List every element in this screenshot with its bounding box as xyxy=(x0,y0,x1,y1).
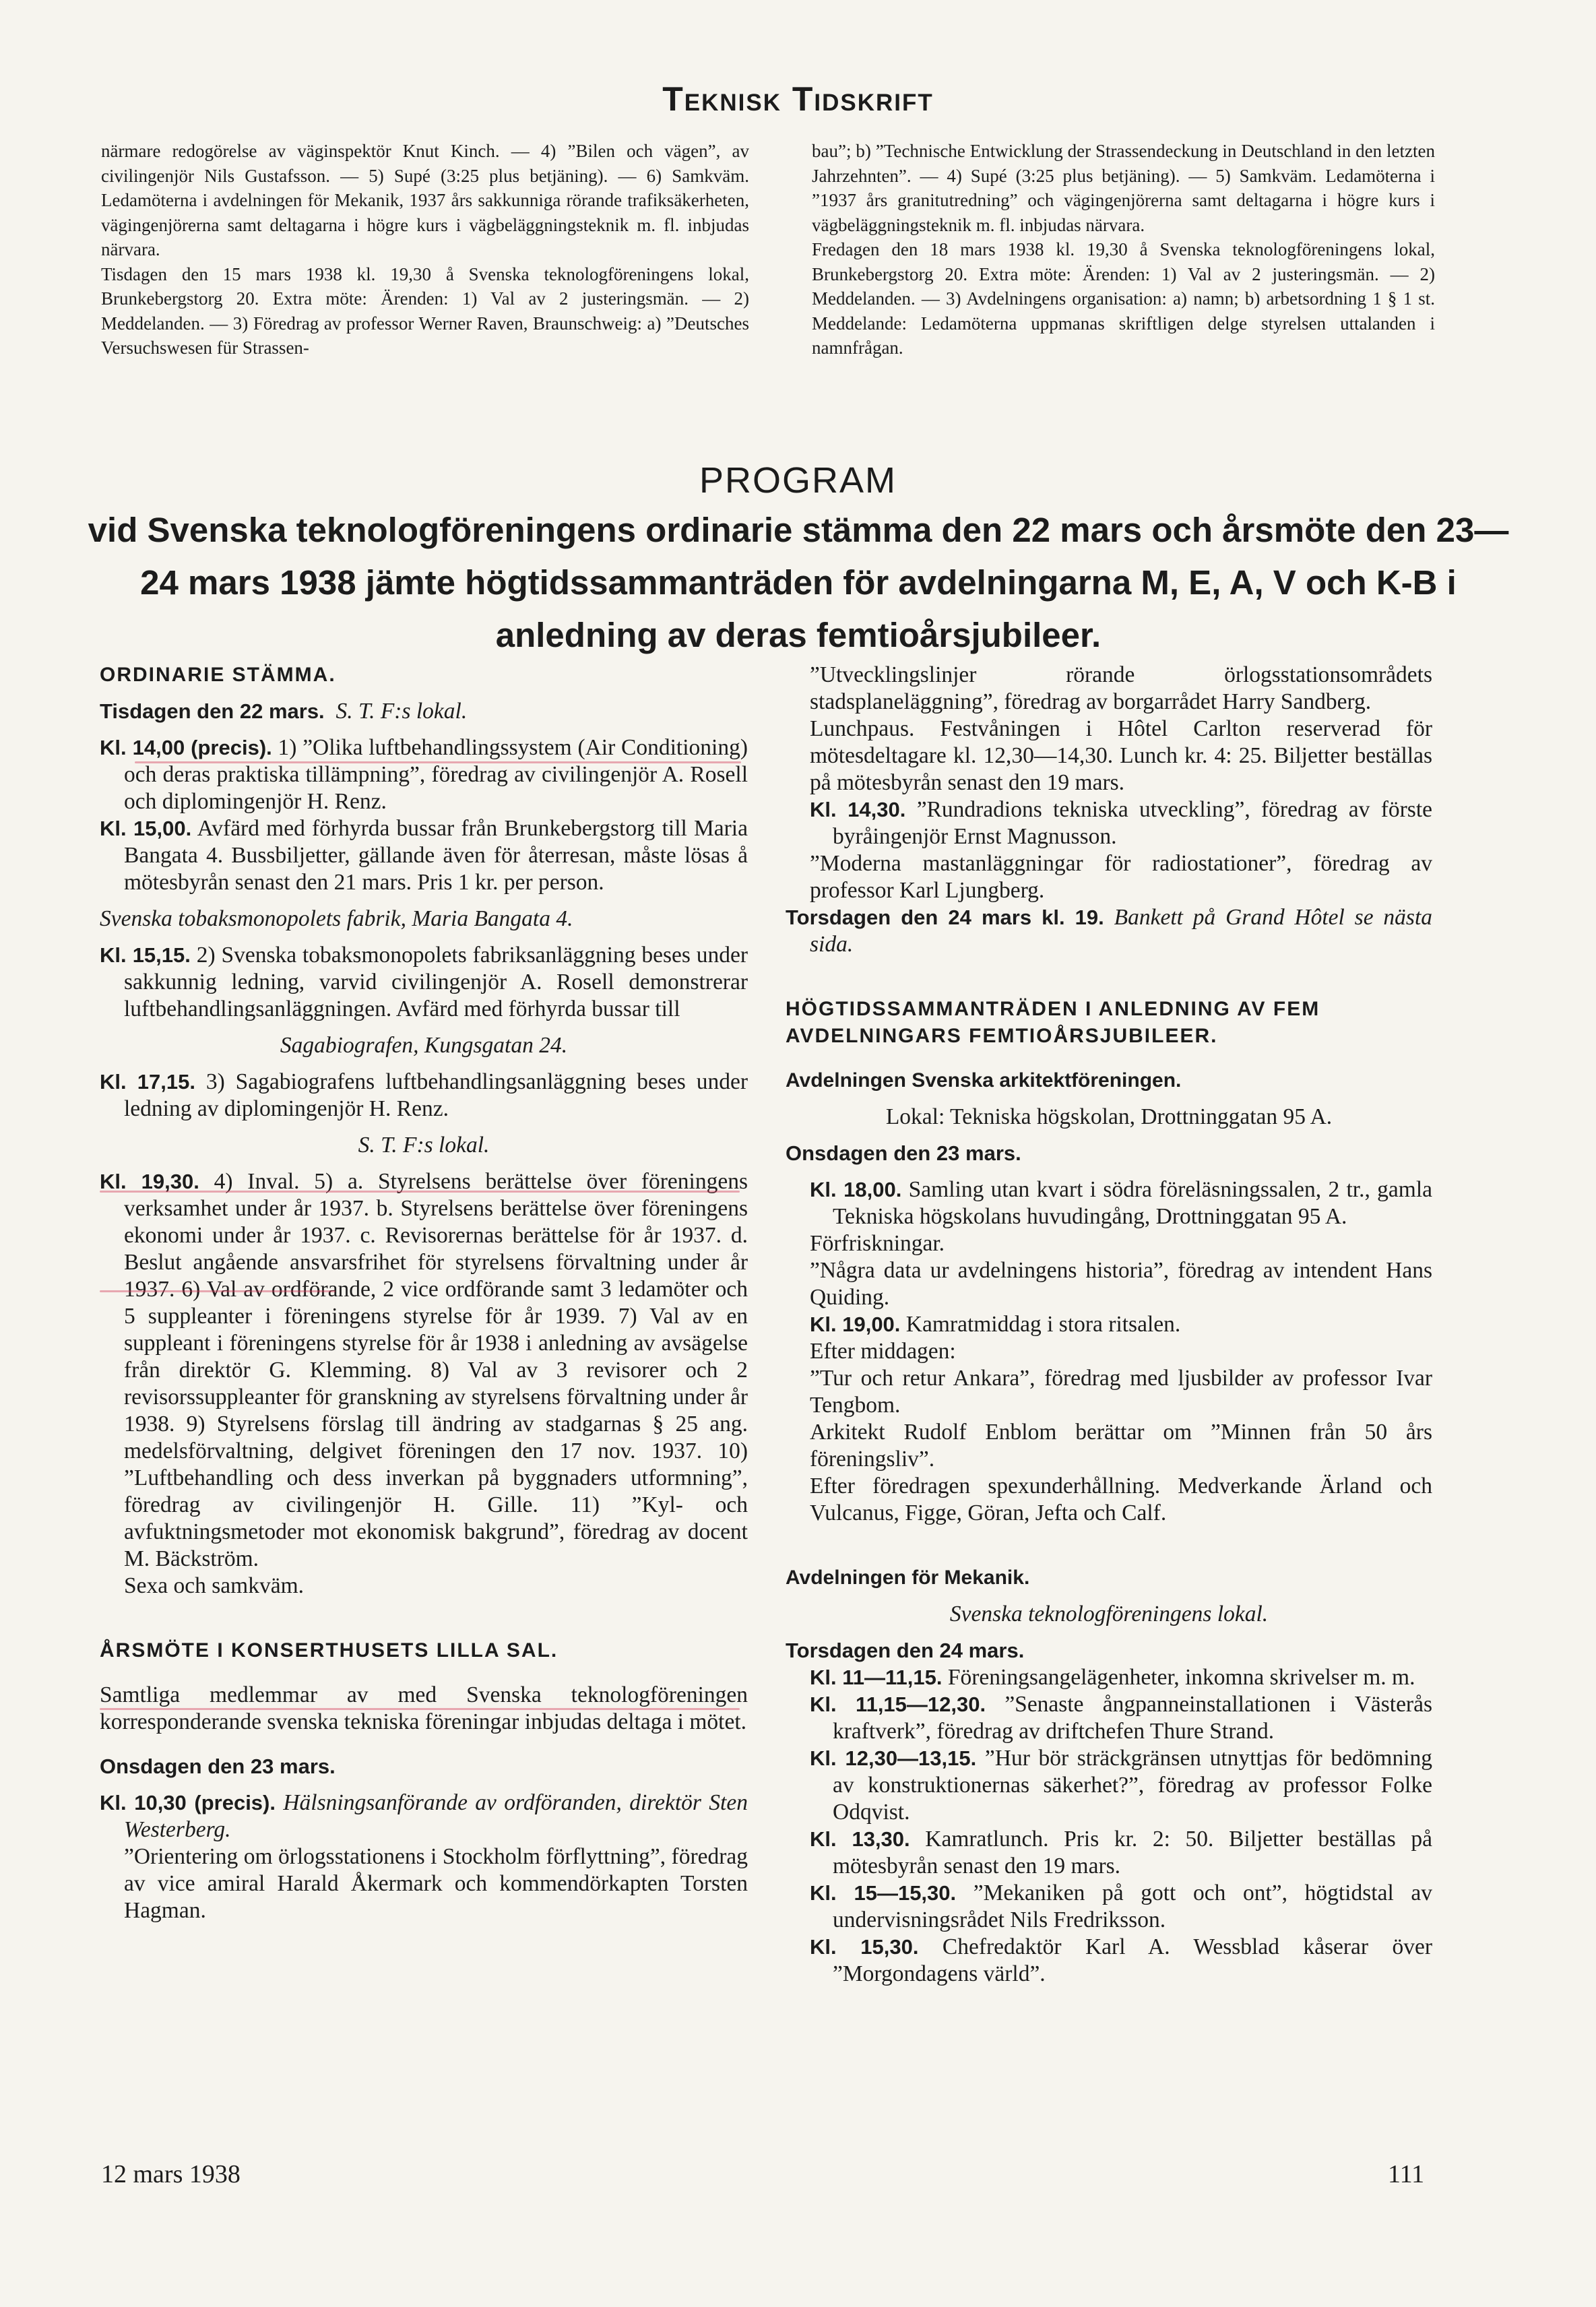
top-left-paragraph: närmare redogörelse av väginspektör Knut Kinch. — 4) ”Bilen och vägen”, av civilingenjör Nils Gustafsson. — 5) Supé (3:25 plus betjäning). — 6) Samkväm. Ledamöterna i avdelningen för Mekanik, 1937 års sakkunniga rörande trafiksäkerheten, vägingenjörerna samt deltagarna i högre kurs i vägbeläggningsteknik m. fl. inbjudas närvara. xyxy=(101,141,749,259)
agenda-text: Efter föredragen spexunderhållning. Medverkande Ärland och Vulcanus, Figge, Göran, Jefta och Calf. xyxy=(810,1474,1432,1525)
left-column xyxy=(100,662,748,1924)
agenda-item xyxy=(786,1691,1432,1745)
masthead: Teknisk Tidskrift xyxy=(662,80,934,118)
agenda-item xyxy=(786,796,1432,850)
section-heading: Avdelningen Svenska arkitektföreningen. xyxy=(786,1069,1182,1092)
agenda-item xyxy=(100,942,748,1023)
right-column xyxy=(786,662,1432,1988)
time-label: Kl. 14,30. xyxy=(810,798,906,821)
time-label: Kl. 17,15. xyxy=(100,1070,195,1094)
time-label: Kl. 15,15. xyxy=(100,943,191,967)
agenda-text: Kamratlunch. Pris kr. 2: 50. Biljetter beställas på mötesbyrån senast den 19 mars. xyxy=(833,1827,1433,1878)
top-right-paragraph: Fredagen den 18 mars 1938 kl. 19,30 å Svenska teknologföreningens lokal, Brunkebergstorg 20. Extra möte: Ärenden: 1) Val av 2 justeringsmän. — 2) Meddelanden. — 3) Avdelningens organisation: a) namn; b) arbetsordning 1 § 1 st. Meddelande: Ledamöterna uppmanas skriftligen delge styrelsen uttalanden i namnfrågan. xyxy=(812,239,1435,358)
time-label: Kl. 15,00. xyxy=(100,817,192,840)
agenda-text: ”Tur och retur Ankara”, föredrag med ljusbilder av professor Ivar Tengbom. xyxy=(810,1366,1432,1418)
top-left-column xyxy=(101,139,749,360)
agenda-text: ”Mekaniken på gott och ont”, högtidstal av undervisningsrådet Nils Fredriksson. xyxy=(833,1881,1432,1932)
date-label: Torsdagen den 24 mars. xyxy=(786,1639,1025,1662)
agenda-text: Samling utan kvart i södra föreläsningssalen, 2 tr., gamla Tekniska högskolans huvudingång, Drottninggatan 95 A. xyxy=(833,1177,1433,1229)
footer-date: 12 mars 1938 xyxy=(101,2160,241,2188)
hogtid-heading: AVDELNINGARS FEMTIOÅRSJUBILEER. xyxy=(786,1025,1218,1047)
agenda-text: Chefredaktör Karl A. Wessblad kåserar över ”Morgondagens värld”. xyxy=(833,1934,1433,1986)
time-label: Kl. 11,15—12,30. xyxy=(810,1693,986,1716)
agenda-text: Lunchpaus. Festvåningen i Hôtel Carlton reserverad för mötesdeltagare kl. 12,30—14,30. Lunch kr. 4: 25. Biljetter beställas på mötesbyrån senast den 19 mars. xyxy=(810,716,1432,795)
time-label: Kl. 19,00. xyxy=(810,1313,901,1336)
agenda-item xyxy=(100,1168,748,1573)
pencil-mark xyxy=(100,1191,740,1193)
date-label: Onsdagen den 23 mars. xyxy=(786,1141,1021,1165)
agenda-item xyxy=(786,1826,1432,1880)
time-label: Kl. 19,30. xyxy=(100,1170,199,1193)
pencil-mark xyxy=(135,761,741,763)
agenda-text: Bankett på Grand Hôtel se nästa sida. xyxy=(810,905,1433,957)
top-left-paragraph: Tisdagen den 15 mars 1938 kl. 19,30 å Svenska teknologföreningens lokal, Brunkebergstorg 20. Extra möte: Ärenden: 1) Val av 2 justeringsmän. — 2) Meddelanden. — 3) Föredrag av professor Werner Raven, Braunschweig: a) ”Deutsches Versuchswesen für Strassen- xyxy=(101,263,749,358)
session-date xyxy=(100,698,748,725)
agenda-text: Efter middagen: xyxy=(810,1339,956,1364)
agenda-item xyxy=(100,1069,748,1123)
ordinarie-stamma-heading: ORDINARIE STÄMMA. xyxy=(100,664,336,686)
agenda-item xyxy=(786,1880,1432,1934)
venue-line: Sagabiografen, Kungsgatan 24. xyxy=(280,1033,568,1058)
agenda-text: 2) Svenska tobaksmonopolets fabriksanläggning beses under sakkunnig ledning, varvid civilingenjör A. Rosell demonstrerar luftbehandlingsanläggningen. Avfärd med förhyrda bussar till xyxy=(124,943,748,1021)
agenda-item xyxy=(100,815,748,896)
date-label: Onsdagen den 23 mars. xyxy=(100,1755,336,1778)
program-subtitle: vid Svenska teknologföreningens ordinarie stämma den 22 mars och årsmöte den 23—24 mars 1938 jämte högtidssammanträden för avdelningarna M, E, A, V och K-B i anledning av deras femtioårsjubileer. xyxy=(88,511,1509,654)
agenda-item xyxy=(786,1311,1432,1338)
top-right-paragraph: bau”; b) ”Technische Entwicklung der Strassendeckung in Deutschland in den letzten Jahrzehnten”. — 4) Supé (3:25 plus betjäning). — 5) Samkväm. Ledamöterna i ”1937 års granitutredning” och vägingenjörerna samt deltagarna i högre kurs i vägbeläggningsteknik m. fl. inbjudas närvara. xyxy=(812,141,1435,235)
time-label: Kl. 15,30. xyxy=(810,1935,919,1959)
hogtid-heading: HÖGTIDSSAMMANTRÄDEN I ANLEDNING AV FEM xyxy=(786,998,1320,1020)
venue-line: S. T. F:s lokal. xyxy=(358,1133,490,1158)
top-right-column xyxy=(812,139,1435,360)
arsmote-heading: ÅRSMÖTE I KONSERTHUSETS LILLA SAL. xyxy=(100,1639,558,1662)
agenda-text: ”Moderna mastanläggningar för radiostationer”, föredrag av professor Karl Ljungberg. xyxy=(810,851,1432,903)
agenda-text: ”Rundradions tekniska utveckling”, föredrag av förste byråingenjör Ernst Magnusson. xyxy=(833,797,1432,849)
agenda-text: 3) Sagabiografens luftbehandlingsanläggning beses under ledning av diplomingenjör H. Renz. xyxy=(124,1069,748,1121)
venue-line: Svenska tobaksmonopolets fabrik, Maria Bangata 4. xyxy=(100,906,573,931)
date-label: Torsdagen den 24 mars kl. 19. xyxy=(786,906,1104,929)
venue-label: S. T. F:s lokal. xyxy=(336,699,468,724)
agenda-text: Föreningsangelägenheter, inkomna skrivelser m. m. xyxy=(947,1665,1415,1690)
date-label: Tisdagen den 22 mars. xyxy=(100,699,325,723)
agenda-text: Avfärd med förhyrda bussar från Brunkebergstorg till Maria Bangata 4. Bussbiljetter, gällande även för återresan, måste lösas å mötesbyrån senast den 21 mars. Pris 1 kr. per person. xyxy=(124,816,748,895)
pencil-mark xyxy=(100,1708,740,1710)
time-label: Kl. 18,00. xyxy=(810,1178,902,1201)
time-label: Kl. 13,30. xyxy=(810,1827,910,1851)
agenda-text: Arkitekt Rudolf Enblom berättar om ”Minnen från 50 års föreningsliv”. xyxy=(810,1420,1432,1472)
agenda-item xyxy=(100,1790,748,1843)
pencil-mark xyxy=(100,1290,336,1292)
time-label: Kl. 10,30 (precis). xyxy=(100,1791,276,1814)
time-label: Kl. 15—15,30. xyxy=(810,1881,957,1905)
agenda-text: ”Orientering om örlogsstationens i Stockholm förflyttning”, föredrag av vice amiral Harald Åkermark och kommendörkapten Torsten Hagman. xyxy=(124,1844,748,1923)
agenda-text: Kamratmiddag i stora ritsalen. xyxy=(905,1312,1181,1337)
agenda-text: ”Några data ur avdelningens historia”, föredrag av intendent Hans Quiding. xyxy=(810,1258,1432,1310)
time-label: Kl. 12,30—13,15. xyxy=(810,1746,977,1770)
agenda-item xyxy=(100,734,748,815)
agenda-text: ”Senaste ångpanneinstallationen i Västerås kraftverk”, föredrag av driftchefen Thure Strand. xyxy=(833,1692,1432,1744)
section-heading: Avdelningen för Mekanik. xyxy=(786,1567,1030,1589)
agenda-item xyxy=(786,1934,1432,1988)
agenda-text: ”Utvecklingslinjer rörande örlogsstationsområdets stadsplaneläggning”, föredrag av borgarrådet Harry Sandberg. xyxy=(810,662,1432,714)
agenda-text: 1) ”Olika luftbehandlingssystem (Air Conditioning) och deras praktiska tillämpning”, föredrag av civilingenjör A. Rosell och diplomingenjör H. Renz. xyxy=(124,735,748,814)
page-number: 111 xyxy=(1388,2160,1425,2188)
agenda-text: Hälsningsanförande av ordföranden, direktör Sten Westerberg. xyxy=(124,1790,748,1842)
agenda-item xyxy=(786,904,1432,958)
venue-line: Lokal: Tekniska högskolan, Drottninggatan 95 A. xyxy=(885,1104,1333,1129)
agenda-item xyxy=(786,1745,1432,1826)
program-title: PROGRAM xyxy=(699,460,897,501)
agenda-text: 4) Inval. 5) a. Styrelsens berättelse över föreningens verksamhet under år 1937. b. Styrelsens berättelse över föreningens ekonomi under år 1937. c. Revisorernas berättelse för år 1937. d. Beslut angående ansvarsfrihet för styrelsens förvaltning under år 1937. 6) Val av ordförande, 2 vice ordförande samt 3 ledamöter och 5 suppleanter i föreningens styrelse för år 1939. 7) Val av en suppleant i föreningens styrelse för år 1938 i anledning av avsägelse från direktör G. Klemming. 8) Val av 3 revisorer och 2 revisorssuppleanter för granskning av styrelsens förvaltning under år 1938. 9) Styrelsens förslag till ändring av stadgarnas § 25 ang. medelsförvaltning, delgivet föreningen den 17 nov. 1937. 10) ”Luftbehandling och dess inverkan på byggnaders utformning”, föredrag av civilingenjör H. Gille. 11) ”Kyl- och avfuktningsmetoder mot ekonomisk bakgrund”, föredrag av docent M. Bäckström. xyxy=(124,1169,748,1571)
venue-line: Svenska teknologföreningens lokal. xyxy=(949,1602,1269,1626)
time-label: Kl. 14,00 (precis). xyxy=(100,736,272,759)
agenda-item xyxy=(786,1176,1432,1230)
time-label: Kl. 11—11,15. xyxy=(810,1666,943,1689)
agenda-item xyxy=(786,1664,1432,1691)
agenda-text: Förfriskningar. xyxy=(810,1231,945,1256)
agenda-text-end: Sexa och samkväm. xyxy=(124,1573,305,1598)
agenda-text: ”Hur bör sträckgränsen utnyttjas för bedömning av konstruktionernas säkerhet?”, föredrag av professor Folke Odqvist. xyxy=(833,1746,1432,1825)
arsmote-intro: Samtliga medlemmar av med Svenska teknologföreningen korresponderande svenska tekniska föreningar inbjudas deltaga i mötet. xyxy=(100,1682,748,1734)
